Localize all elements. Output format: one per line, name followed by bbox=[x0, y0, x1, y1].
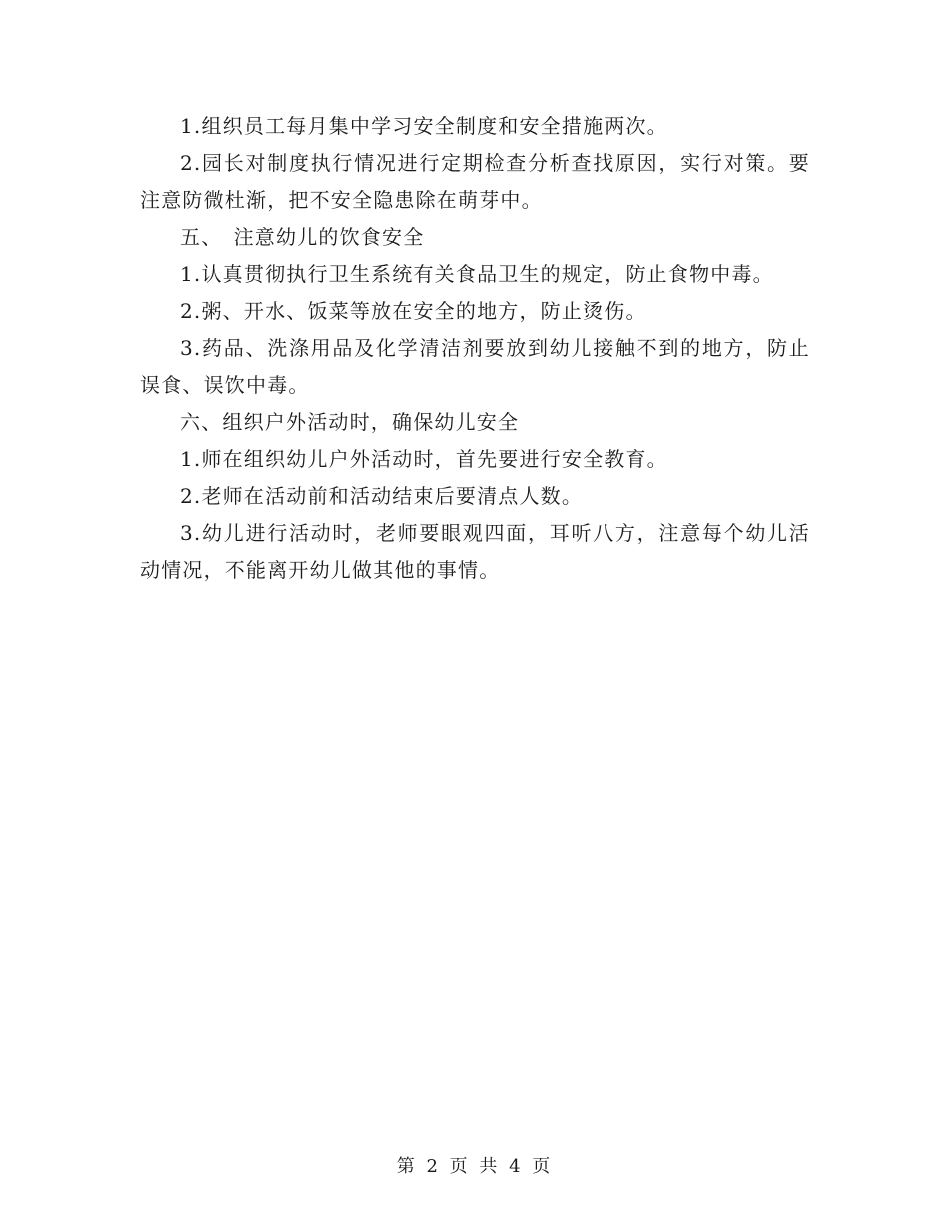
paragraph-item-1: 1.师在组织幼儿户外活动时，首先要进行安全教育。 bbox=[180, 447, 668, 471]
paragraph-item-3: 3.药品、洗涤用品及化学清洁剂要放到幼儿接触不到的地方，防止误食、误饮中毒。 bbox=[140, 336, 810, 397]
paragraph-item-2: 2.园长对制度执行情况进行定期检查分析查找原因，实行对策。要注意防微杜渐，把不安全隐患除在萌芽中。 bbox=[140, 151, 810, 212]
section-heading-six: 六、组织户外活动时，确保幼儿安全 bbox=[180, 410, 520, 434]
page-number-footer: 第 2 页 共 4 页 bbox=[396, 1156, 554, 1177]
paragraph-item-1: 1.组织员工每月集中学习安全制度和安全措施两次。 bbox=[180, 114, 668, 138]
paragraph-item-3: 3.幼儿进行活动时，老师要眼观四面，耳听八方，注意每个幼儿活动情况，不能离开幼儿做其他的事情。 bbox=[140, 521, 810, 582]
paragraph-item-2: 2.粥、开水、饭菜等放在安全的地方，防止烫伤。 bbox=[180, 299, 647, 323]
section-heading-five: 五、 注意幼儿的饮食安全 bbox=[180, 225, 425, 249]
paragraph-item-1: 1.认真贯彻执行卫生系统有关食品卫生的规定，防止食物中毒。 bbox=[180, 262, 774, 286]
paragraph-item-2: 2.老师在活动前和活动结束后要清点人数。 bbox=[180, 484, 584, 508]
document-body bbox=[140, 108, 810, 589]
